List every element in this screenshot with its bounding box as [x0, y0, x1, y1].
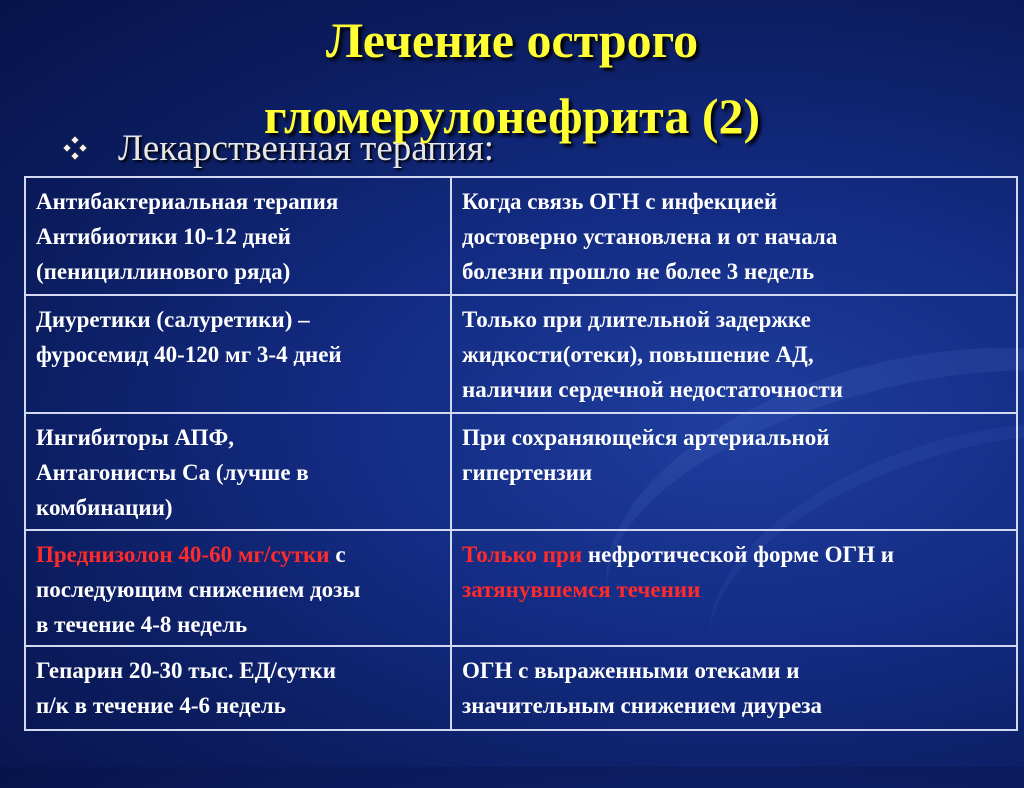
indication-line: Только при длительной задержке	[462, 307, 811, 332]
indication-line: гипертензии	[462, 460, 593, 485]
indication-line: Когда связь ОГН с инфекцией	[462, 189, 778, 214]
indication-cell	[451, 177, 1017, 295]
indication-line: наличии сердечной недостаточности	[462, 377, 843, 402]
drug-cell	[25, 413, 451, 530]
drug-therapy-table	[24, 176, 1018, 731]
subtitle-bullet	[62, 124, 494, 172]
indication-line	[462, 537, 1006, 572]
indication-highlight: Только при	[462, 542, 583, 567]
diamond-bullet-icon	[62, 135, 88, 161]
indication-cell	[451, 413, 1017, 530]
indication-line: болезни прошло не более 3 недель	[462, 259, 815, 284]
drug-line: фуросемид 40-120 мг 3-4 дней	[36, 342, 342, 367]
table-row	[25, 646, 1017, 730]
indication-line: достоверно установлена и от начала	[462, 224, 838, 249]
drug-line: Антибиотики 10-12 дней	[36, 224, 291, 249]
indication-line: значительным снижением диуреза	[462, 693, 823, 718]
indication-cell	[451, 646, 1017, 730]
drug-line: комбинации)	[36, 495, 173, 520]
drug-cell	[25, 530, 451, 646]
drug-line: Ингибиторы АПФ,	[36, 425, 235, 450]
subtitle-text: Лекарственная терапия:	[118, 127, 495, 169]
drug-cell	[25, 646, 451, 730]
indication-cell	[451, 295, 1017, 413]
drug-line: в течение 4-8 недель	[36, 612, 248, 637]
table-row	[25, 177, 1017, 295]
drug-line	[36, 537, 440, 572]
table-row	[25, 530, 1017, 646]
drug-cell	[25, 177, 451, 295]
indication-line: жидкости(отеки), повышение АД,	[462, 342, 814, 367]
drug-cell	[25, 295, 451, 413]
indication-line: При сохраняющейся артериальной	[462, 425, 830, 450]
table-row	[25, 295, 1017, 413]
drug-line: Гепарин 20-30 тыс. ЕД/сутки	[36, 658, 337, 683]
drug-line: Антагонисты Са (лучше в	[36, 460, 309, 485]
drug-line: Антибактериальная терапия	[36, 189, 339, 214]
drug-line: (пенициллинового ряда)	[36, 259, 291, 284]
drug-line: последующим снижением дозы	[36, 577, 361, 602]
indication-line: ОГН с выраженными отеками и	[462, 658, 800, 683]
prednisolone-highlight: Преднизолон 40-60 мг/сутки	[36, 542, 330, 567]
indication-cell	[451, 530, 1017, 646]
drug-line: п/к в течение 4-6 недель	[36, 693, 286, 718]
slide-title-line-2: гломерулонефрита (2)	[263, 88, 761, 144]
table-row	[25, 413, 1017, 530]
indication-text: нефротической форме ОГН и	[582, 542, 895, 567]
drug-text: с	[329, 542, 346, 567]
indication-highlight-line: затянувшемся течении	[462, 577, 701, 602]
drug-line: Диуретики (салуретики) –	[36, 307, 310, 332]
slide-title-line-1: Лечение острого	[325, 12, 699, 68]
